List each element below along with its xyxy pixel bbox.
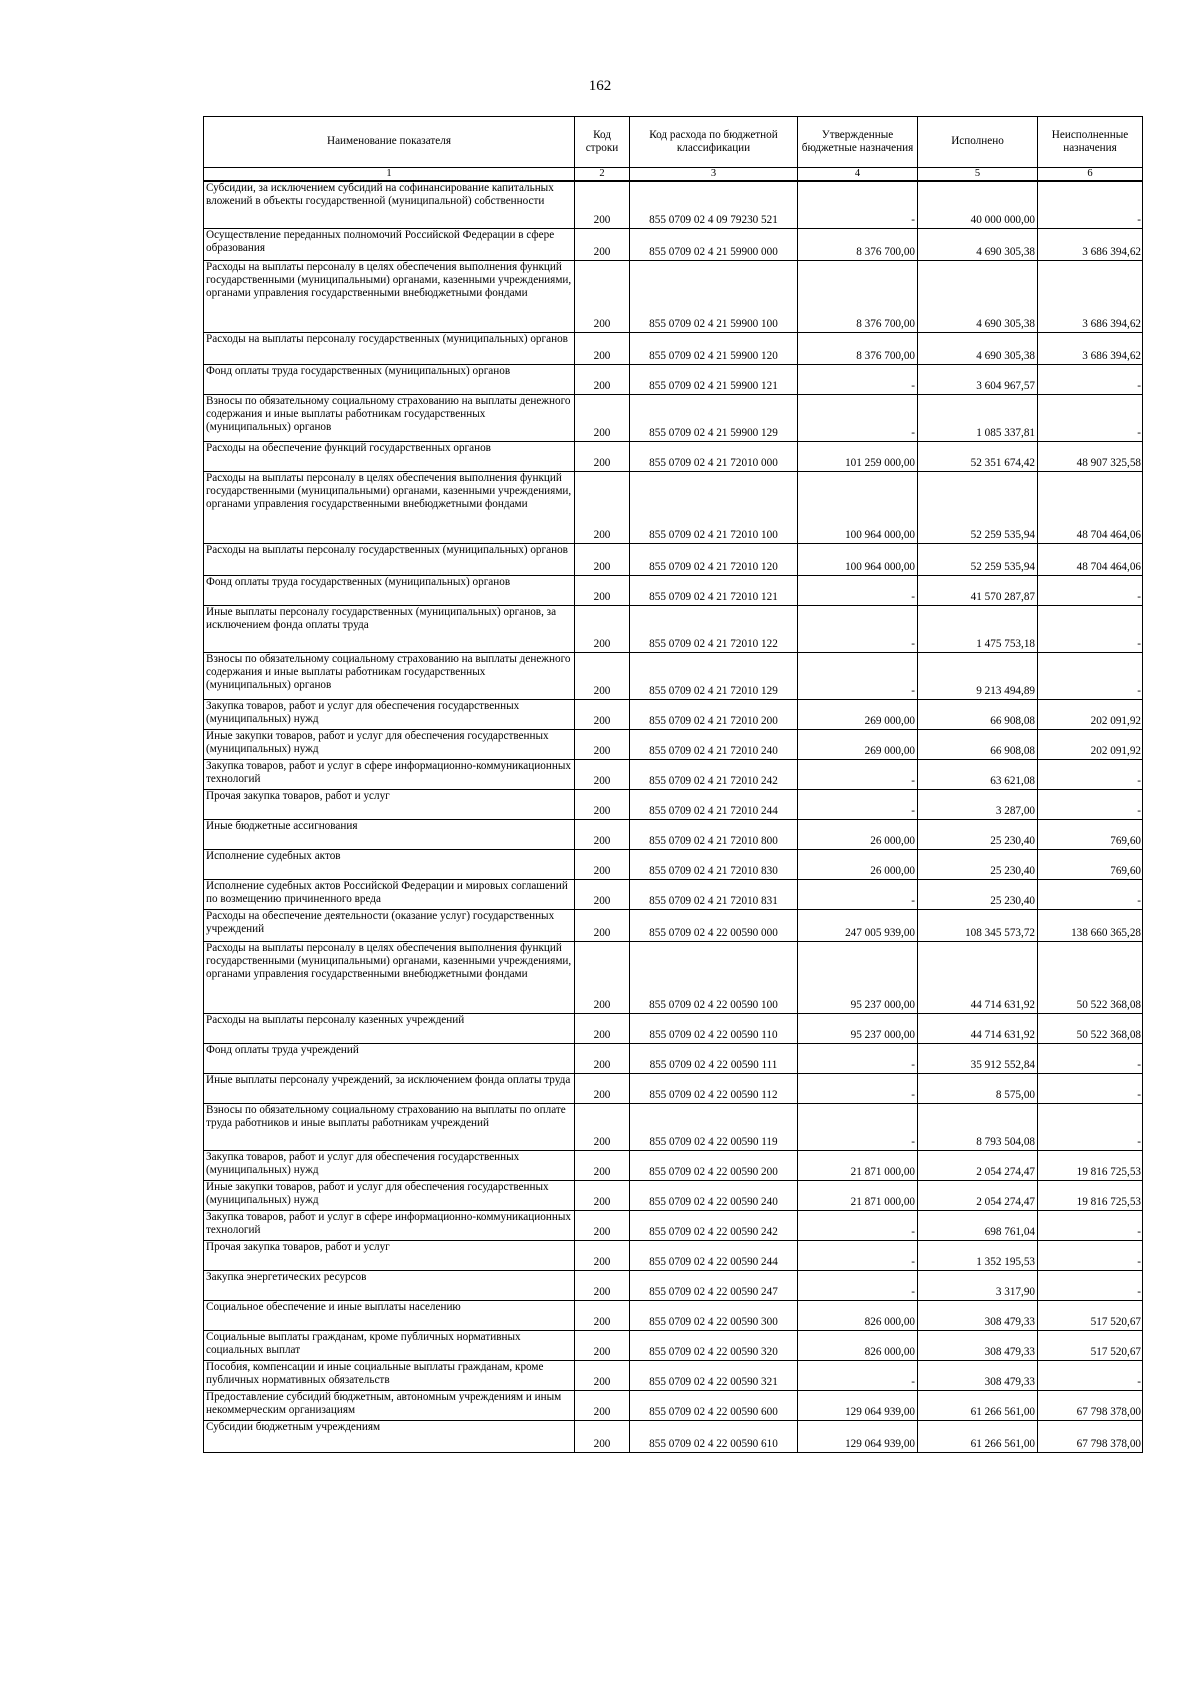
table-row (204, 1390, 1143, 1420)
row-code: 200 (575, 759, 630, 789)
row-name: Закупка энергетических ресурсов (204, 1270, 575, 1300)
row-unexecuted: 202 091,92 (1038, 699, 1143, 729)
budget-execution-table (203, 116, 1143, 1453)
table-row (204, 1180, 1143, 1210)
row-name: Исполнение судебных актов (204, 849, 575, 879)
row-name: Иные закупки товаров, работ и услуг для обеспечения государственных (муниципальных) нужд (204, 1180, 575, 1210)
table-row (204, 729, 1143, 759)
row-approved: 269 000,00 (798, 729, 918, 759)
row-code: 200 (575, 1330, 630, 1360)
row-executed: 4 690 305,38 (918, 332, 1038, 364)
row-unexecuted: - (1038, 789, 1143, 819)
row-executed: 1 352 195,53 (918, 1240, 1038, 1270)
row-approved: 826 000,00 (798, 1300, 918, 1330)
row-classification: 855 0709 02 4 22 00590 100 (630, 941, 798, 1013)
row-executed: 66 908,08 (918, 699, 1038, 729)
table-row (204, 605, 1143, 652)
row-code: 200 (575, 1300, 630, 1330)
row-classification: 855 0709 02 4 22 00590 200 (630, 1150, 798, 1180)
row-code: 200 (575, 181, 630, 228)
row-name: Осуществление переданных полномочий Российской Федерации в сфере образования (204, 228, 575, 260)
row-executed: 52 351 674,42 (918, 441, 1038, 471)
row-classification: 855 0709 02 4 21 72010 122 (630, 605, 798, 652)
table-row (204, 819, 1143, 849)
row-classification: 855 0709 02 4 22 00590 321 (630, 1360, 798, 1390)
row-name: Расходы на выплаты персоналу государственных (муниципальных) органов (204, 332, 575, 364)
row-executed: 2 054 274,47 (918, 1150, 1038, 1180)
row-unexecuted: - (1038, 1043, 1143, 1073)
row-code: 200 (575, 260, 630, 332)
row-classification: 855 0709 02 4 21 72010 242 (630, 759, 798, 789)
row-unexecuted: 50 522 368,08 (1038, 941, 1143, 1013)
row-approved: - (798, 1073, 918, 1103)
row-classification: 855 0709 02 4 22 00590 244 (630, 1240, 798, 1270)
row-unexecuted: - (1038, 652, 1143, 699)
row-name: Предоставление субсидий бюджетным, автономным учреждениям и иным некоммерческим организациям (204, 1390, 575, 1420)
row-approved: - (798, 789, 918, 819)
table-body (204, 181, 1143, 1452)
row-name: Социальное обеспечение и иные выплаты населению (204, 1300, 575, 1330)
table-row (204, 441, 1143, 471)
row-executed: 698 761,04 (918, 1210, 1038, 1240)
column-header-executed: Исполнено (918, 117, 1038, 168)
row-classification: 855 0709 02 4 21 72010 244 (630, 789, 798, 819)
row-code: 200 (575, 543, 630, 575)
row-executed: 61 266 561,00 (918, 1420, 1038, 1452)
table-row (204, 543, 1143, 575)
row-approved: - (798, 879, 918, 909)
row-code: 200 (575, 1103, 630, 1150)
row-executed: 108 345 573,72 (918, 909, 1038, 941)
row-name: Исполнение судебных актов Российской Федерации и мировых соглашений по возмещению причиненного вреда (204, 879, 575, 909)
row-name: Фонд оплаты труда учреждений (204, 1043, 575, 1073)
table-row (204, 1300, 1143, 1330)
row-approved: - (798, 1360, 918, 1390)
table-row (204, 1043, 1143, 1073)
table-row (204, 1330, 1143, 1360)
row-approved: - (798, 181, 918, 228)
column-number: 5 (918, 168, 1038, 182)
table-row (204, 181, 1143, 228)
row-name: Взносы по обязательному социальному страхованию на выплаты по оплате труда работников и иные выплаты работникам учреждений (204, 1103, 575, 1150)
row-code: 200 (575, 941, 630, 1013)
row-name: Расходы на выплаты персоналу государственных (муниципальных) органов (204, 543, 575, 575)
row-unexecuted: 517 520,67 (1038, 1300, 1143, 1330)
row-approved: - (798, 575, 918, 605)
column-number: 6 (1038, 168, 1143, 182)
row-approved: 26 000,00 (798, 849, 918, 879)
row-code: 200 (575, 1013, 630, 1043)
table-row (204, 909, 1143, 941)
row-name: Расходы на выплаты персоналу в целях обеспечения выполнения функций государственными (муниципальными) органами, казенными учреждениями, органами управления государственными внебюджетными фондами (204, 471, 575, 543)
row-executed: 52 259 535,94 (918, 471, 1038, 543)
row-executed: 8 793 504,08 (918, 1103, 1038, 1150)
row-unexecuted: - (1038, 1240, 1143, 1270)
row-executed: 41 570 287,87 (918, 575, 1038, 605)
table-row (204, 652, 1143, 699)
row-executed: 61 266 561,00 (918, 1390, 1038, 1420)
row-code: 200 (575, 394, 630, 441)
row-unexecuted: 769,60 (1038, 819, 1143, 849)
row-executed: 52 259 535,94 (918, 543, 1038, 575)
row-executed: 308 479,33 (918, 1300, 1038, 1330)
row-approved: 8 376 700,00 (798, 228, 918, 260)
row-executed: 8 575,00 (918, 1073, 1038, 1103)
row-classification: 855 0709 02 4 22 00590 119 (630, 1103, 798, 1150)
row-classification: 855 0709 02 4 21 72010 200 (630, 699, 798, 729)
row-code: 200 (575, 332, 630, 364)
row-name: Иные закупки товаров, работ и услуг для обеспечения государственных (муниципальных) нужд (204, 729, 575, 759)
row-unexecuted: 138 660 365,28 (1038, 909, 1143, 941)
row-approved: - (798, 364, 918, 394)
row-approved: 95 237 000,00 (798, 1013, 918, 1043)
row-classification: 855 0709 02 4 22 00590 112 (630, 1073, 798, 1103)
row-approved: 129 064 939,00 (798, 1390, 918, 1420)
row-unexecuted: - (1038, 879, 1143, 909)
row-approved: 8 376 700,00 (798, 332, 918, 364)
row-approved: 269 000,00 (798, 699, 918, 729)
row-unexecuted: 48 704 464,06 (1038, 543, 1143, 575)
row-code: 200 (575, 729, 630, 759)
row-classification: 855 0709 02 4 21 59900 120 (630, 332, 798, 364)
row-classification: 855 0709 02 4 21 72010 100 (630, 471, 798, 543)
row-approved: - (798, 759, 918, 789)
row-executed: 1 085 337,81 (918, 394, 1038, 441)
row-executed: 9 213 494,89 (918, 652, 1038, 699)
row-unexecuted: 19 816 725,53 (1038, 1180, 1143, 1210)
row-code: 200 (575, 228, 630, 260)
row-unexecuted: 3 686 394,62 (1038, 228, 1143, 260)
row-unexecuted: 48 704 464,06 (1038, 471, 1143, 543)
row-code: 200 (575, 575, 630, 605)
row-classification: 855 0709 02 4 21 59900 129 (630, 394, 798, 441)
row-code: 200 (575, 1150, 630, 1180)
row-approved: 247 005 939,00 (798, 909, 918, 941)
row-approved: - (798, 1270, 918, 1300)
row-classification: 855 0709 02 4 21 72010 121 (630, 575, 798, 605)
row-name: Взносы по обязательному социальному страхованию на выплаты денежного содержания и иные выплаты работникам государственных (муниципальных) органов (204, 394, 575, 441)
column-number: 1 (204, 168, 575, 182)
row-executed: 4 690 305,38 (918, 228, 1038, 260)
row-code: 200 (575, 605, 630, 652)
row-name: Закупка товаров, работ и услуг в сфере информационно-коммуникационных технологий (204, 759, 575, 789)
row-executed: 3 287,00 (918, 789, 1038, 819)
row-name: Расходы на обеспечение функций государственных органов (204, 441, 575, 471)
column-number: 2 (575, 168, 630, 182)
row-classification: 855 0709 02 4 22 00590 000 (630, 909, 798, 941)
row-name: Прочая закупка товаров, работ и услуг (204, 789, 575, 819)
row-code: 200 (575, 471, 630, 543)
row-approved: - (798, 1240, 918, 1270)
row-classification: 855 0709 02 4 21 72010 000 (630, 441, 798, 471)
table-row (204, 879, 1143, 909)
table-row (204, 941, 1143, 1013)
row-unexecuted: - (1038, 181, 1143, 228)
column-header-classification: Код расхода по бюджетной классификации (630, 117, 798, 168)
row-unexecuted: 517 520,67 (1038, 1330, 1143, 1360)
row-unexecuted: 67 798 378,00 (1038, 1390, 1143, 1420)
table-row (204, 1420, 1143, 1452)
column-number: 4 (798, 168, 918, 182)
row-approved: - (798, 1043, 918, 1073)
row-unexecuted: 50 522 368,08 (1038, 1013, 1143, 1043)
row-approved: - (798, 652, 918, 699)
row-unexecuted: 3 686 394,62 (1038, 332, 1143, 364)
row-name: Взносы по обязательному социальному страхованию на выплаты денежного содержания и иные выплаты работникам государственных (муниципальных) органов (204, 652, 575, 699)
row-classification: 855 0709 02 4 22 00590 300 (630, 1300, 798, 1330)
row-name: Социальные выплаты гражданам, кроме публичных нормативных социальных выплат (204, 1330, 575, 1360)
row-approved: 95 237 000,00 (798, 941, 918, 1013)
row-classification: 855 0709 02 4 22 00590 240 (630, 1180, 798, 1210)
row-name: Фонд оплаты труда государственных (муниципальных) органов (204, 364, 575, 394)
row-name: Иные выплаты персоналу учреждений, за исключением фонда оплаты труда (204, 1073, 575, 1103)
row-approved: 26 000,00 (798, 819, 918, 849)
row-classification: 855 0709 02 4 21 72010 129 (630, 652, 798, 699)
row-code: 200 (575, 1180, 630, 1210)
row-code: 200 (575, 1360, 630, 1390)
row-classification: 855 0709 02 4 21 59900 000 (630, 228, 798, 260)
header-row (204, 117, 1143, 168)
row-code: 200 (575, 699, 630, 729)
row-code: 200 (575, 1420, 630, 1452)
column-number: 3 (630, 168, 798, 182)
row-unexecuted: - (1038, 605, 1143, 652)
table-row (204, 699, 1143, 729)
row-code: 200 (575, 789, 630, 819)
row-classification: 855 0709 02 4 21 72010 831 (630, 879, 798, 909)
row-code: 200 (575, 879, 630, 909)
table-row (204, 759, 1143, 789)
row-executed: 44 714 631,92 (918, 1013, 1038, 1043)
row-unexecuted: 19 816 725,53 (1038, 1150, 1143, 1180)
row-classification: 855 0709 02 4 22 00590 320 (630, 1330, 798, 1360)
row-unexecuted: 769,60 (1038, 849, 1143, 879)
table-row (204, 394, 1143, 441)
table-row (204, 228, 1143, 260)
row-executed: 66 908,08 (918, 729, 1038, 759)
table-row (204, 1103, 1143, 1150)
table-row (204, 364, 1143, 394)
row-classification: 855 0709 02 4 21 72010 800 (630, 819, 798, 849)
column-header-name: Наименование показателя (204, 117, 575, 168)
row-approved: - (798, 605, 918, 652)
row-approved: 8 376 700,00 (798, 260, 918, 332)
row-unexecuted: - (1038, 394, 1143, 441)
row-code: 200 (575, 1043, 630, 1073)
row-executed: 35 912 552,84 (918, 1043, 1038, 1073)
table-row (204, 332, 1143, 364)
table-row (204, 1210, 1143, 1240)
row-classification: 855 0709 02 4 22 00590 111 (630, 1043, 798, 1073)
row-executed: 25 230,40 (918, 879, 1038, 909)
table-row (204, 1270, 1143, 1300)
row-unexecuted: - (1038, 1103, 1143, 1150)
row-code: 200 (575, 1270, 630, 1300)
row-approved: - (798, 394, 918, 441)
column-header-code: Код строки (575, 117, 630, 168)
row-name: Пособия, компенсации и иные социальные выплаты гражданам, кроме публичных нормативных обязательств (204, 1360, 575, 1390)
table-row (204, 471, 1143, 543)
table-row (204, 1073, 1143, 1103)
row-unexecuted: - (1038, 575, 1143, 605)
row-unexecuted: 67 798 378,00 (1038, 1420, 1143, 1452)
row-classification: 855 0709 02 4 22 00590 110 (630, 1013, 798, 1043)
row-executed: 3 604 967,57 (918, 364, 1038, 394)
row-unexecuted: - (1038, 1360, 1143, 1390)
row-name: Иные выплаты персоналу государственных (муниципальных) органов, за исключением фонда оплаты труда (204, 605, 575, 652)
row-executed: 1 475 753,18 (918, 605, 1038, 652)
table-row (204, 1013, 1143, 1043)
column-number-row (204, 168, 1143, 182)
row-classification: 855 0709 02 4 21 72010 830 (630, 849, 798, 879)
row-executed: 25 230,40 (918, 819, 1038, 849)
row-classification: 855 0709 02 4 21 59900 121 (630, 364, 798, 394)
row-code: 200 (575, 364, 630, 394)
row-code: 200 (575, 441, 630, 471)
row-name: Закупка товаров, работ и услуг в сфере информационно-коммуникационных технологий (204, 1210, 575, 1240)
row-name: Фонд оплаты труда государственных (муниципальных) органов (204, 575, 575, 605)
table-row (204, 789, 1143, 819)
row-classification: 855 0709 02 4 22 00590 242 (630, 1210, 798, 1240)
row-unexecuted: - (1038, 1270, 1143, 1300)
row-name: Субсидии бюджетным учреждениям (204, 1420, 575, 1452)
row-approved: - (798, 1210, 918, 1240)
row-executed: 25 230,40 (918, 849, 1038, 879)
row-executed: 3 317,90 (918, 1270, 1038, 1300)
row-name: Закупка товаров, работ и услуг для обеспечения государственных (муниципальных) нужд (204, 699, 575, 729)
row-classification: 855 0709 02 4 21 72010 120 (630, 543, 798, 575)
row-name: Прочая закупка товаров, работ и услуг (204, 1240, 575, 1270)
row-approved: 21 871 000,00 (798, 1180, 918, 1210)
row-unexecuted: - (1038, 1073, 1143, 1103)
row-executed: 308 479,33 (918, 1360, 1038, 1390)
row-code: 200 (575, 652, 630, 699)
row-executed: 40 000 000,00 (918, 181, 1038, 228)
row-code: 200 (575, 1073, 630, 1103)
table-row (204, 1240, 1143, 1270)
row-approved: 21 871 000,00 (798, 1150, 918, 1180)
row-name: Иные бюджетные ассигнования (204, 819, 575, 849)
row-code: 200 (575, 1240, 630, 1270)
row-approved: 826 000,00 (798, 1330, 918, 1360)
row-name: Расходы на выплаты персоналу в целях обеспечения выполнения функций государственными (муниципальными) органами, казенными учреждениями, органами управления государственными внебюджетными фондами (204, 941, 575, 1013)
row-approved: 100 964 000,00 (798, 471, 918, 543)
row-unexecuted: 48 907 325,58 (1038, 441, 1143, 471)
row-code: 200 (575, 849, 630, 879)
row-name: Расходы на выплаты персоналу в целях обеспечения выполнения функций государственными (муниципальными) органами, казенными учреждениями, органами управления государственными внебюджетными фондами (204, 260, 575, 332)
row-code: 200 (575, 909, 630, 941)
row-executed: 2 054 274,47 (918, 1180, 1038, 1210)
row-classification: 855 0709 02 4 21 59900 100 (630, 260, 798, 332)
row-classification: 855 0709 02 4 09 79230 521 (630, 181, 798, 228)
row-approved: 129 064 939,00 (798, 1420, 918, 1452)
row-unexecuted: - (1038, 759, 1143, 789)
column-header-approved: Утвержденные бюджетные назначения (798, 117, 918, 168)
row-classification: 855 0709 02 4 22 00590 247 (630, 1270, 798, 1300)
row-classification: 855 0709 02 4 21 72010 240 (630, 729, 798, 759)
column-header-unexecuted: Неисполненные назначения (1038, 117, 1143, 168)
row-approved: 100 964 000,00 (798, 543, 918, 575)
row-code: 200 (575, 819, 630, 849)
row-code: 200 (575, 1210, 630, 1240)
row-unexecuted: 202 091,92 (1038, 729, 1143, 759)
row-unexecuted: 3 686 394,62 (1038, 260, 1143, 332)
page-number: 162 (588, 78, 612, 94)
row-unexecuted: - (1038, 364, 1143, 394)
row-name: Расходы на выплаты персоналу казенных учреждений (204, 1013, 575, 1043)
row-executed: 44 714 631,92 (918, 941, 1038, 1013)
row-executed: 308 479,33 (918, 1330, 1038, 1360)
row-name: Расходы на обеспечение деятельности (оказание услуг) государственных учреждений (204, 909, 575, 941)
row-name: Субсидии, за исключением субсидий на софинансирование капитальных вложений в объекты государственной (муниципальной) собственности (204, 181, 575, 228)
row-classification: 855 0709 02 4 22 00590 600 (630, 1390, 798, 1420)
table-row (204, 1150, 1143, 1180)
row-approved: 101 259 000,00 (798, 441, 918, 471)
row-executed: 4 690 305,38 (918, 260, 1038, 332)
row-executed: 63 621,08 (918, 759, 1038, 789)
table-row (204, 260, 1143, 332)
row-classification: 855 0709 02 4 22 00590 610 (630, 1420, 798, 1452)
row-approved: - (798, 1103, 918, 1150)
table-row (204, 849, 1143, 879)
row-name: Закупка товаров, работ и услуг для обеспечения государственных (муниципальных) нужд (204, 1150, 575, 1180)
table-row (204, 575, 1143, 605)
row-unexecuted: - (1038, 1210, 1143, 1240)
table-row (204, 1360, 1143, 1390)
row-code: 200 (575, 1390, 630, 1420)
